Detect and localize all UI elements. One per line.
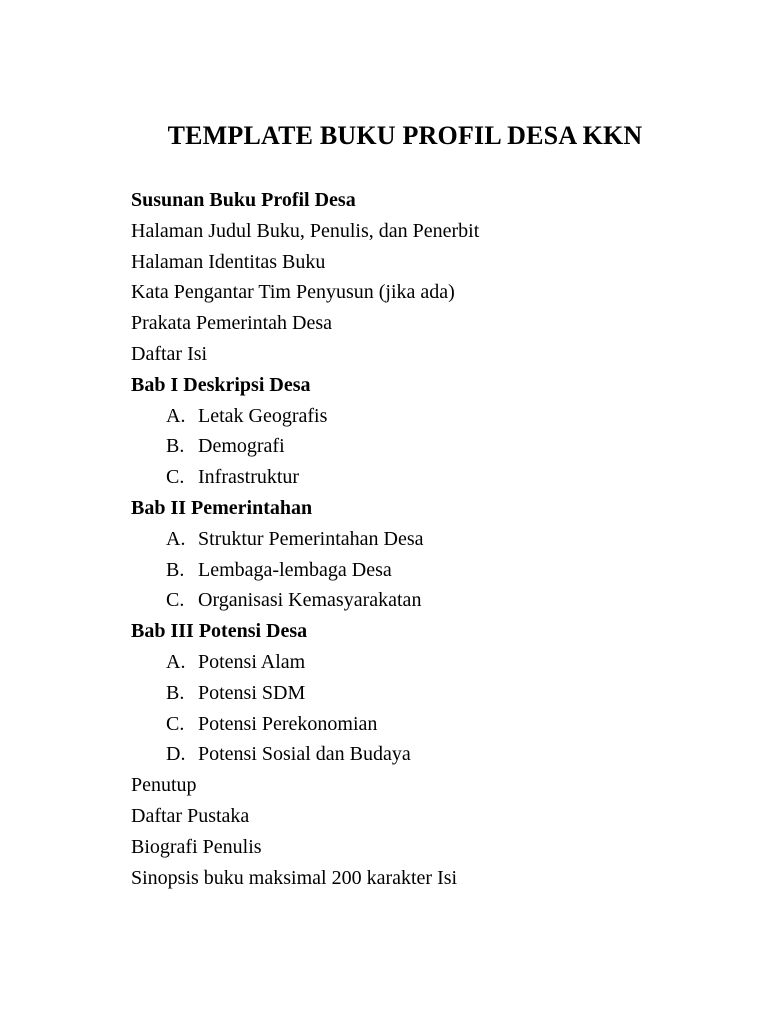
sub-item: [131, 555, 479, 586]
sub-item-letter: C.: [166, 589, 185, 612]
sub-item-text: Letak Geografis: [198, 404, 328, 427]
sub-item: [131, 431, 479, 462]
sub-item: [131, 709, 479, 740]
outline-item: Kata Pengantar Tim Penyusun (jika ada): [131, 281, 455, 304]
sub-item: [131, 585, 479, 616]
sub-item: [131, 647, 479, 678]
sub-item: [131, 524, 479, 555]
sub-item-letter: C.: [166, 466, 185, 489]
section-heading: Bab I Deskripsi Desa: [131, 373, 311, 396]
outline-item: Halaman Judul Buku, Penulis, dan Penerbit: [131, 219, 480, 242]
outline-item: Biografi Penulis: [131, 835, 262, 858]
sub-item-text: Lembaga-lembaga Desa: [198, 558, 392, 581]
section-heading: Susunan Buku Profil Desa: [131, 189, 356, 211]
outline-item: Daftar Pustaka: [131, 804, 250, 827]
sub-item-text: Demografi: [198, 435, 285, 458]
outline-item: Prakata Pemerintah Desa: [131, 312, 333, 335]
section-heading: Bab III Potensi Desa: [131, 620, 308, 643]
sub-item-text: Infrastruktur: [198, 466, 300, 489]
sub-item-letter: B.: [166, 558, 185, 581]
sub-item-text: Potensi Perekonomian: [198, 712, 378, 735]
sub-item-letter: A.: [166, 404, 186, 427]
outline-item: Penutup: [131, 774, 197, 797]
sub-item-text: Struktur Pemerintahan Desa: [198, 527, 424, 550]
outline-item: Halaman Identitas Buku: [131, 250, 326, 273]
sub-item-letter: D.: [166, 743, 186, 766]
sub-item-text: Potensi Alam: [198, 650, 306, 673]
section-heading: Bab II Pemerintahan: [131, 496, 313, 519]
sub-item-letter: C.: [166, 712, 185, 735]
outline-list: [131, 185, 479, 893]
sub-item-letter: B.: [166, 681, 185, 704]
sub-item-text: Organisasi Kemasyarakatan: [198, 589, 422, 612]
outline-item: Sinopsis buku maksimal 200 karakter Isi: [131, 866, 458, 889]
sub-item-letter: A.: [166, 650, 186, 673]
document-title: TEMPLATE BUKU PROFIL DESA KKN: [167, 121, 643, 150]
sub-item: [131, 462, 479, 493]
sub-item: [131, 678, 479, 709]
sub-item-letter: A.: [166, 527, 186, 550]
sub-item-text: Potensi Sosial dan Budaya: [198, 743, 411, 766]
sub-item: [131, 739, 479, 770]
outline-item: Daftar Isi: [131, 342, 208, 365]
sub-item-letter: B.: [166, 435, 185, 458]
sub-item: [131, 401, 479, 432]
sub-item-text: Potensi SDM: [198, 681, 306, 704]
